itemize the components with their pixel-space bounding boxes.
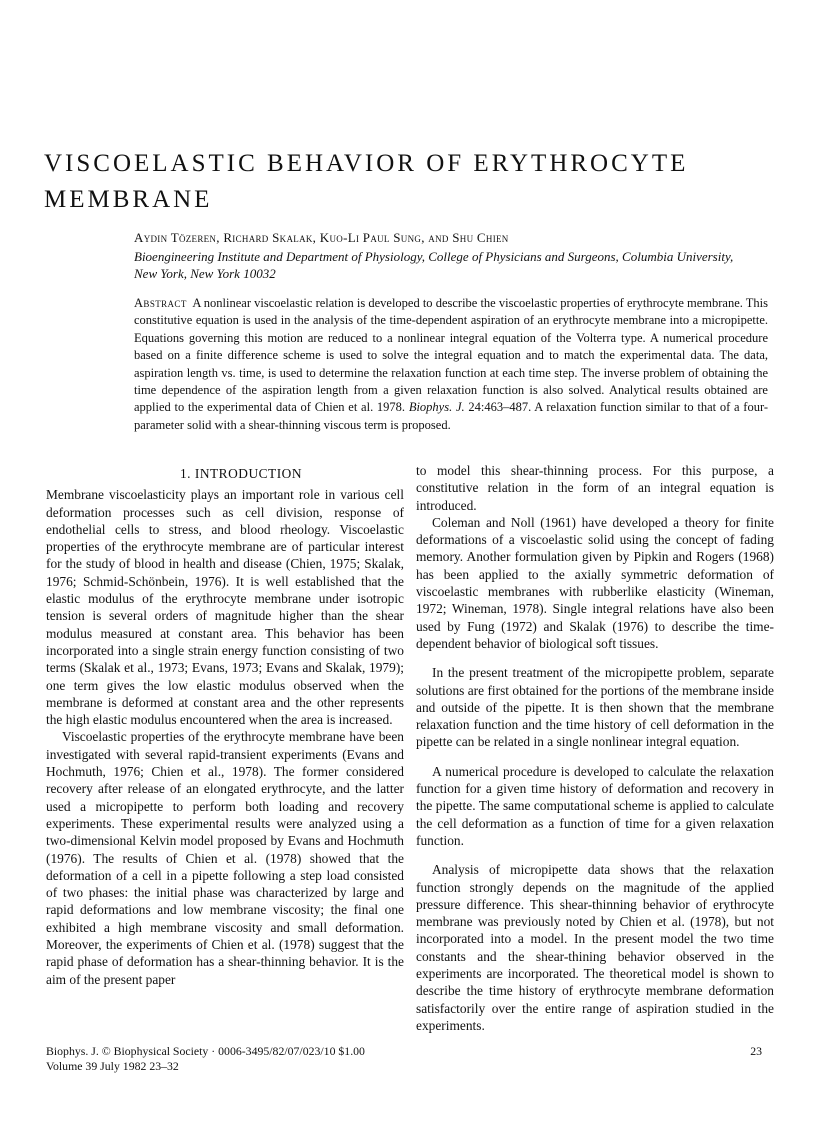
section-heading: 1. INTRODUCTION [179, 466, 303, 481]
right-column [416, 462, 774, 1034]
paragraph: Analysis of micropipette data shows that the relaxation function strongly depends on the magnitude of the applied pressure difference. This shear-thinning behavior of erythrocyte membrane was previously noted by Chien et al. (1978), but not incorporated into a model. In the present model the two time constants and the shear-thining behavior observed in the experiments are incorporated. The theoretical model is shown to describe the time history of erythrocyte membrane deformation satisfactorily over the entire range of aspiration studied in the experiments. [416, 862, 774, 1033]
paragraph: In the present treatment of the micropipette problem, separate solutions are first obtained for the portions of the membrane inside and outside of the pipette. It is then shown that the membrane relaxation function and the time history of cell deformation in the pipette can be related in a single nonlinear integral equation. [416, 665, 774, 750]
abstract-label: Abstract [134, 296, 187, 310]
paragraph: Coleman and Noll (1961) have developed a theory for finite deformations of a viscoelastic solid using the concept of fading memory. Another formulation given by Pipkin and Rogers (1968) has been applied to the axially symmetric deformation of viscoelastic membranes with rubberlike elasticity (Wineman, 1972; Wineman, 1978). Single integral relations have also been used by Fung (1972) and Skalak (1976) to describe the time-dependent behavior of biological soft tissues. [416, 514, 774, 651]
paragraph: to model this shear-thinning process. For this purpose, a constitutive relation in the form of an integral equation is introduced. [416, 463, 774, 513]
paragraph: Viscoelastic properties of the erythrocyte membrane have been investigated with several rapid-transient experiments (Evans and Hochmuth, 1976; Chien et al., 1978). The former considered recovery after release of an elongated erythrocyte, and the latter used a micropipette to perform both loading and recovery experiments. These experimental results were analyzed using a two-dimensional Kelvin model proposed by Evans and Hochmuth (1976). The results of Chien et al. (1978) showed that the deformation of a cell in a pipette following a step load consisted of two phases: the initial phase was characterized by large and rapid deformations and low membrane viscosity; the final one exhibited a high membrane viscosity and small deformation. Moreover, the experiments of Chien et al. (1978) suggest that the rapid phase of deformation has a shear-thinning behavior. It is the aim of the present paper [46, 729, 404, 987]
author-list: Aydin Tözeren, Richard Skalak, Kuo-Li Paul Sung, and Shu Chien [134, 230, 509, 245]
abstract-tail: 24:463–487. A relaxation function similar to that of a four-parameter solid with a shear-thinning viscous term is proposed. [134, 400, 769, 432]
footer-volume: Volume 39 July 1982 23–32 [46, 1059, 179, 1073]
paragraph: Membrane viscoelasticity plays an important role in various cell deformation processes such as cell division, response of endothelial cells to stress, and blood rheology. Viscoelastic properties of the erythrocyte membrane are of particular interest for the study of blood in health and disease (Chien, 1975; Skalak, 1976; Schmid-Schönbein, 1976). It is well established that the elastic modulus of the erythrocyte membrane under isotropic tension is several orders of magnitude higher than the shear modulus measured at constant area. This behavior has been incorporated into a single strain energy function consisting of two terms (Skalak et al., 1973; Evans, 1973; Evans and Skalak, 1979); one term gives the low elastic modulus observed when the membrane is deformed at constant area and the other represents the high elastic modulus encountered when the area is increased. [46, 487, 404, 728]
abstract-text: A nonlinear viscoelastic relation is developed to describe the viscoelastic properties of erythrocyte membrane. This constitutive equation is used in the analysis of the time-dependent aspiration of an erythrocyte membrane into a micropipette. Equations governing this motion are reduced to a nonlinear integral equation of the Volterra type. A numerical procedure based on a finite difference scheme is used to solve the integral equation and to match the experimental data. The data, aspiration length vs. time, is used to determine the relaxation function at each time step. The inverse problem of obtaining the time dependence of the aspiration length from a given relaxation function is also solved. Analytical results obtained are applied to the experimental data of Chien et al. 1978. [134, 296, 769, 415]
abstract-citation-journal: Biophys. J. [408, 400, 465, 415]
article-title: VISCOELASTIC BEHAVIOR OF ERYTHROCYTE MEMBRANE [44, 150, 689, 213]
abstract [134, 295, 768, 434]
page-number: 23 [750, 1044, 762, 1058]
affiliation: Bioengineering Institute and Department of Physiology, College of Physicians and Surgeons, Columbia University, New York, New York 10032 [134, 249, 734, 281]
left-column [46, 462, 404, 988]
paragraph: A numerical procedure is developed to calculate the relaxation function for a given time history of deformation and recovery in the pipette. The same computational scheme is applied to calculate the cell deformation as a function of time for a given relaxation function. [416, 763, 774, 848]
footer-journal: Biophys. J. © Biophysical Society · 0006-3495/82/07/023/10 $1.00 [46, 1044, 365, 1058]
